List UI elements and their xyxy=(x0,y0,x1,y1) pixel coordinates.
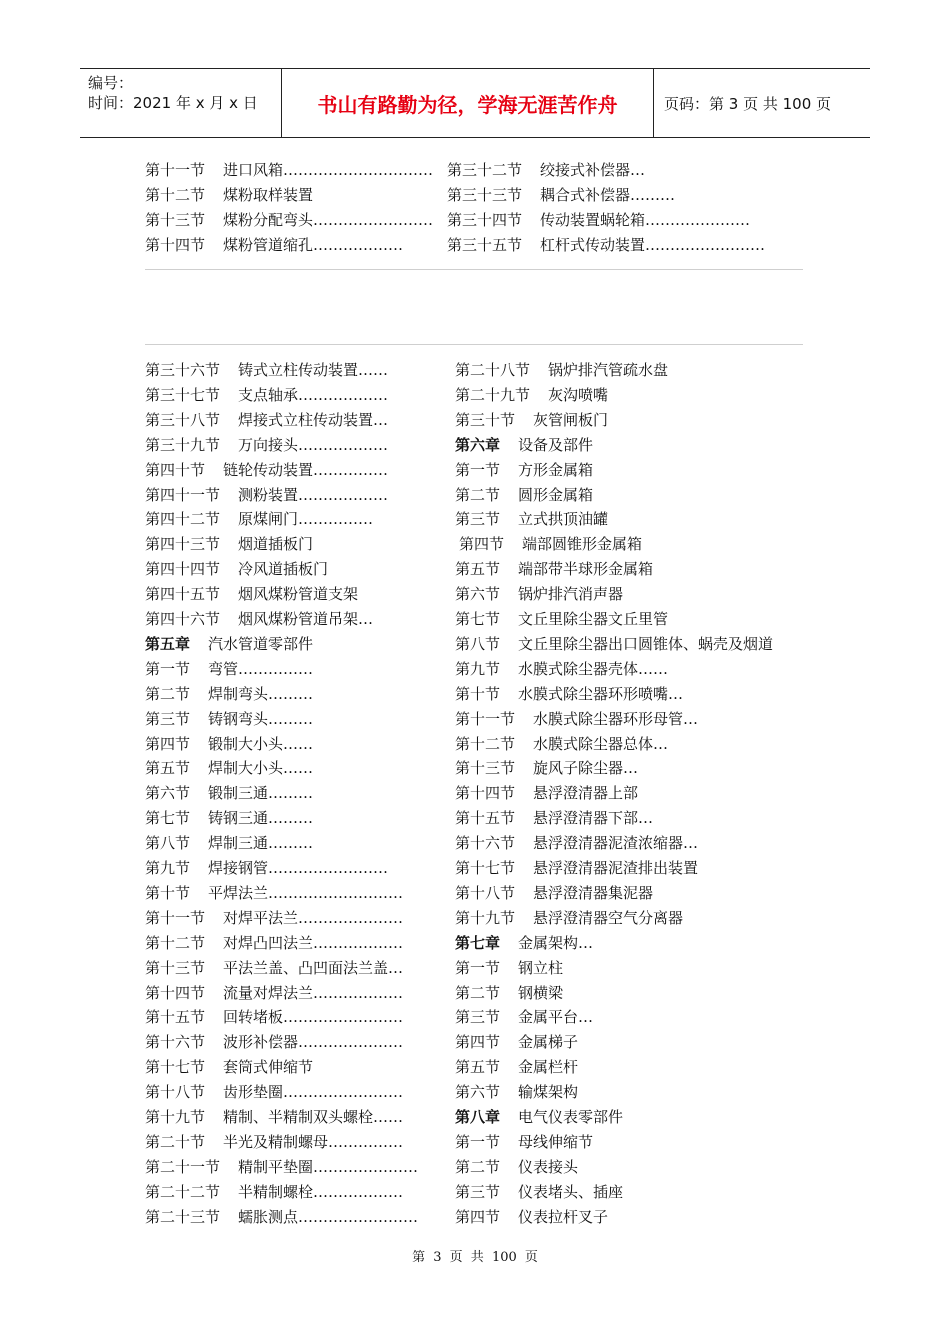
section-title: 钢横梁 xyxy=(518,983,564,1002)
section-number: 第四节 xyxy=(455,1033,501,1052)
section-title: 精制平垫圈………………… xyxy=(238,1157,419,1176)
footer-total-pages: 100 xyxy=(491,1250,517,1265)
section-title: 耦合式补偿器……… xyxy=(540,186,676,204)
toc-entry xyxy=(145,209,433,231)
section-number: 第五节 xyxy=(455,1058,501,1077)
toc-entry xyxy=(447,184,675,206)
section-title: 端部带半球形金属箱 xyxy=(518,560,654,579)
section-title: 煤粉管道缩孔……………… xyxy=(223,236,404,254)
toc-entry xyxy=(455,409,608,431)
section-number: 第三十四节 xyxy=(447,211,523,229)
toc-entry xyxy=(145,1056,313,1078)
section-title: 悬浮澄清器泥渣排出装置 xyxy=(533,859,699,877)
section-number: 第六节 xyxy=(455,585,501,604)
section-title: 锻制三通……… xyxy=(208,784,314,803)
section-number: 第三十节 xyxy=(455,410,516,429)
section-title: 输煤架构 xyxy=(518,1083,579,1102)
section-number: 第六节 xyxy=(145,784,191,803)
section-title: 万向接头……………… xyxy=(238,435,389,454)
toc-entry xyxy=(455,484,593,506)
footer-ye: 页 xyxy=(524,1250,538,1265)
footer-gong: 共 xyxy=(470,1250,484,1265)
toc-entry xyxy=(447,209,750,231)
section-number: 第二十节 xyxy=(145,1132,206,1151)
toc-entry xyxy=(455,583,623,605)
section-number: 第七节 xyxy=(455,610,501,628)
section-title: 煤粉取样装置 xyxy=(223,186,314,204)
section-title: 回转堵板…………………… xyxy=(223,1008,404,1027)
section-number: 第三节 xyxy=(455,1008,501,1027)
section-number: 第三节 xyxy=(455,510,501,529)
section-title: 对焊平法兰………………… xyxy=(223,908,404,927)
toc-entry xyxy=(145,484,388,506)
section-number: 第三十五节 xyxy=(447,236,523,254)
toc-entry xyxy=(145,359,388,381)
chapter-title: 汽水管道零部件 xyxy=(208,634,314,653)
divider-line xyxy=(145,344,803,345)
section-number: 第六节 xyxy=(455,1083,501,1102)
section-title: 仪表接头 xyxy=(518,1157,579,1176)
section-title: 灰管闸板门 xyxy=(533,410,609,429)
toc-chapter-entry xyxy=(455,434,593,456)
chapter-number: 第六章 xyxy=(455,435,501,454)
section-title: 仪表拉杆叉子 xyxy=(518,1207,609,1226)
section-title: 传动装置蜗轮箱………………… xyxy=(540,211,751,229)
section-title: 金属梯子 xyxy=(518,1033,579,1052)
toc-entry xyxy=(455,1006,593,1028)
toc-entry xyxy=(455,733,668,755)
section-title: 杠杆式传动装置…………………… xyxy=(540,236,766,254)
section-title: 水膜式除尘器总体… xyxy=(533,734,669,753)
chapter-number: 第七章 xyxy=(455,933,501,952)
section-number: 第三十二节 xyxy=(447,161,523,179)
toc-entry xyxy=(145,508,373,530)
section-number: 第十六节 xyxy=(145,1033,206,1052)
section-number: 第十一节 xyxy=(455,709,516,728)
section-number: 第十七节 xyxy=(455,859,516,877)
section-number: 第二节 xyxy=(455,1157,501,1176)
section-title: 烟道插板门 xyxy=(238,535,314,554)
section-number: 第三十六节 xyxy=(145,361,221,379)
section-title: 焊接式立柱传动装置… xyxy=(238,410,389,429)
toc-entry xyxy=(145,733,313,755)
toc-entry xyxy=(145,558,328,580)
section-number: 第二十八节 xyxy=(455,361,531,379)
toc-entry xyxy=(145,1006,403,1028)
section-number: 第四节 xyxy=(455,1207,501,1226)
toc-chapter-entry xyxy=(455,932,593,954)
section-title: 焊制三通……… xyxy=(208,834,314,853)
toc-entry xyxy=(455,957,563,979)
toc-entry xyxy=(145,1081,403,1103)
toc-entry xyxy=(145,409,388,431)
header-motto: 书山有路勤为径，学海无涯苦作舟 xyxy=(282,69,654,137)
section-number: 第三十九节 xyxy=(145,435,221,454)
section-number: 第一节 xyxy=(455,1132,501,1151)
toc-entry xyxy=(145,782,313,804)
toc-entry xyxy=(145,857,388,879)
section-number: 第二十三节 xyxy=(145,1207,221,1226)
toc-entry xyxy=(455,757,638,779)
toc-entry xyxy=(145,907,403,929)
section-title: 金属平台… xyxy=(518,1008,594,1027)
section-number: 第四节 xyxy=(145,734,191,753)
toc-entry xyxy=(145,982,403,1004)
toc-entry xyxy=(145,832,313,854)
section-title: 半精制螺栓……………… xyxy=(238,1182,404,1201)
toc-entry xyxy=(455,1031,578,1053)
footer-ye: 页 xyxy=(449,1250,463,1265)
section-title: 对焊凸凹法兰……………… xyxy=(223,933,404,952)
section-number: 第四十一节 xyxy=(145,485,221,504)
section-title: 弯管…………… xyxy=(208,659,314,678)
section-number: 第三十七节 xyxy=(145,385,221,404)
section-number: 第八节 xyxy=(145,834,191,853)
toc-entry xyxy=(455,384,608,406)
toc-entry xyxy=(455,882,653,904)
section-number: 第二节 xyxy=(145,684,191,703)
toc-entry xyxy=(145,957,403,979)
section-number: 第十一节 xyxy=(145,908,206,927)
section-title: 锅炉排汽管疏水盘 xyxy=(548,361,669,379)
section-title: 铸钢三通……… xyxy=(208,809,314,828)
toc-entry xyxy=(455,832,698,854)
section-number: 第十五节 xyxy=(145,1008,206,1027)
section-number: 第四十五节 xyxy=(145,585,221,604)
section-title: 绞接式补偿器… xyxy=(540,161,646,179)
toc-entry xyxy=(145,1131,403,1153)
section-number: 第十六节 xyxy=(455,834,516,853)
toc-entry xyxy=(455,508,608,530)
section-number: 第三节 xyxy=(455,1182,501,1201)
toc-entry xyxy=(145,1181,403,1203)
toc-entry xyxy=(145,807,313,829)
section-title: 方形金属箱 xyxy=(518,460,594,479)
section-title: 水膜式除尘器环形喷嘴… xyxy=(518,684,684,703)
section-title: 套筒式伸缩节 xyxy=(223,1058,314,1077)
section-title: 烟风煤粉管道支架 xyxy=(238,585,359,604)
chapter-number: 第五章 xyxy=(145,634,191,653)
section-number: 第三十八节 xyxy=(145,410,221,429)
section-title: 流量对焊法兰……………… xyxy=(223,983,404,1002)
section-number: 第九节 xyxy=(145,859,191,877)
toc-entry xyxy=(455,857,698,879)
footer-page-number: 3 xyxy=(433,1250,442,1265)
section-title: 仪表堵头、插座 xyxy=(518,1182,624,1201)
toc-entry xyxy=(455,1081,578,1103)
section-number: 第四十二节 xyxy=(145,510,221,529)
section-title: 锅炉排汽消声器 xyxy=(518,585,624,604)
toc-entry xyxy=(145,159,433,181)
section-title: 悬浮澄清器集泥器 xyxy=(533,883,654,902)
toc-entry xyxy=(145,459,388,481)
section-number: 第十八节 xyxy=(145,1083,206,1102)
toc-entry xyxy=(447,234,765,256)
section-title: 蠕胀测点…………………… xyxy=(238,1207,419,1226)
section-number: 第十一节 xyxy=(145,161,206,179)
section-number: 第四十六节 xyxy=(145,610,221,628)
toc-entry xyxy=(455,1131,593,1153)
toc-entry xyxy=(455,633,773,655)
toc-entry xyxy=(455,658,668,680)
section-number: 第十节 xyxy=(455,684,501,703)
section-number: 第一节 xyxy=(455,460,501,479)
toc-entry xyxy=(145,658,313,680)
section-number: 第十八节 xyxy=(455,883,516,902)
section-number: 第十七节 xyxy=(145,1058,206,1077)
section-number: 第十三节 xyxy=(145,958,206,977)
section-title: 圆形金属箱 xyxy=(518,485,594,504)
chapter-number: 第八章 xyxy=(455,1108,501,1126)
toc-entry xyxy=(455,683,683,705)
section-title: 半光及精制螺母…………… xyxy=(223,1132,404,1151)
section-number: 第二节 xyxy=(455,485,501,504)
section-title: 钢立柱 xyxy=(518,958,564,977)
section-number: 第五节 xyxy=(145,759,191,778)
section-title: 链轮传动装置…………… xyxy=(223,460,389,479)
section-title: 母线伸缩节 xyxy=(518,1132,594,1151)
section-number: 第七节 xyxy=(145,809,191,828)
section-title: 灰沟喷嘴 xyxy=(548,385,609,404)
section-title: 冷风道插板门 xyxy=(238,560,329,579)
section-title: 悬浮澄清器空气分离器 xyxy=(533,908,684,927)
section-title: 精制、半精制双头螺栓…… xyxy=(223,1108,404,1126)
section-number: 第十九节 xyxy=(455,908,516,927)
section-number: 第十四节 xyxy=(455,784,516,803)
section-title: 铸钢弯头……… xyxy=(208,709,314,728)
toc-entry xyxy=(145,882,403,904)
section-title: 金属栏杆 xyxy=(518,1058,579,1077)
section-number: 第二十二节 xyxy=(145,1182,221,1201)
toc-entry xyxy=(145,1106,403,1128)
toc-entry xyxy=(455,459,593,481)
section-number: 第十四节 xyxy=(145,983,206,1002)
section-title: 铸式立柱传动装置…… xyxy=(238,361,389,379)
section-title: 文丘里除尘器出口圆锥体、蜗壳及烟道 xyxy=(518,634,774,653)
section-number: 第十四节 xyxy=(145,236,206,254)
toc-entry xyxy=(455,708,698,730)
section-title: 平焊法兰……………………… xyxy=(208,883,404,902)
toc-entry xyxy=(145,434,388,456)
section-number: 第十三节 xyxy=(455,759,516,778)
doc-number-label: 编号： xyxy=(88,74,134,92)
toc-entry xyxy=(455,1056,578,1078)
section-title: 立式拱顶油罐 xyxy=(518,510,609,529)
section-title: 文丘里除尘器文丘里管 xyxy=(518,610,669,628)
section-number: 第四节 xyxy=(459,535,505,554)
section-title: 焊接钢管…………………… xyxy=(208,859,389,877)
section-title: 水膜式除尘器壳体…… xyxy=(518,659,669,678)
section-number: 第三节 xyxy=(145,709,191,728)
section-number: 第二节 xyxy=(455,983,501,1002)
section-title: 原煤闸门…………… xyxy=(238,510,374,529)
section-number: 第十二节 xyxy=(145,933,206,952)
section-title: 焊制弯头……… xyxy=(208,684,314,703)
section-number: 第一节 xyxy=(455,958,501,977)
toc-chapter-entry xyxy=(455,1106,623,1128)
chapter-title: 电气仪表零部件 xyxy=(518,1108,624,1126)
section-number: 第十三节 xyxy=(145,211,206,229)
toc-entry xyxy=(455,982,563,1004)
section-number: 第四十节 xyxy=(145,460,206,479)
toc-entry xyxy=(455,1156,578,1178)
header-page-number: 页码：第 3 页 共 100 页 xyxy=(664,94,832,113)
section-title: 齿形垫圈…………………… xyxy=(223,1083,404,1102)
toc-entry xyxy=(145,683,313,705)
section-title: 水膜式除尘器环形母管… xyxy=(533,709,699,728)
toc-entry xyxy=(455,359,668,381)
section-title: 焊制大小头…… xyxy=(208,759,314,778)
section-title: 烟风煤粉管道吊架… xyxy=(238,610,374,628)
page-footer xyxy=(0,1246,950,1265)
toc-entry xyxy=(455,1181,623,1203)
section-number: 第二十九节 xyxy=(455,385,531,404)
divider-line xyxy=(145,269,803,270)
chapter-title: 设备及部件 xyxy=(518,435,594,454)
section-title: 波形补偿器………………… xyxy=(223,1033,404,1052)
toc-entry xyxy=(447,159,645,181)
toc-entry xyxy=(145,384,388,406)
section-number: 第四十四节 xyxy=(145,560,221,579)
toc-entry xyxy=(145,184,313,206)
section-title: 测粉装置……………… xyxy=(238,485,389,504)
chapter-title: 金属架构… xyxy=(518,933,594,952)
section-number: 第二十一节 xyxy=(145,1157,221,1176)
section-number: 第五节 xyxy=(455,560,501,579)
section-number: 第一节 xyxy=(145,659,191,678)
section-number: 第十五节 xyxy=(455,809,516,828)
toc-entry xyxy=(145,608,373,630)
toc-entry xyxy=(145,757,313,779)
toc-entry xyxy=(145,708,313,730)
section-title: 悬浮澄清器下部… xyxy=(533,809,654,828)
toc-entry xyxy=(145,932,403,954)
section-number: 第九节 xyxy=(455,659,501,678)
toc-entry xyxy=(455,1206,608,1228)
section-title: 旋风子除尘器… xyxy=(533,759,639,778)
toc-entry xyxy=(455,807,653,829)
section-title: 进口风箱………………………… xyxy=(223,161,434,179)
doc-date: 时间：2021 年 x 月 x 日 xyxy=(88,94,258,112)
toc-entry xyxy=(455,608,668,630)
toc-entry xyxy=(145,1031,403,1053)
section-number: 第十节 xyxy=(145,883,191,902)
toc-entry xyxy=(145,533,313,555)
toc-entry xyxy=(145,1156,418,1178)
toc-entry xyxy=(145,583,358,605)
section-title: 悬浮澄清器上部 xyxy=(533,784,639,803)
section-number: 第十二节 xyxy=(145,186,206,204)
section-number: 第八节 xyxy=(455,634,501,653)
section-title: 支点轴承……………… xyxy=(238,385,389,404)
section-number: 第三十三节 xyxy=(447,186,523,204)
toc-entry xyxy=(145,1206,418,1228)
section-title: 悬浮澄清器泥渣浓缩器… xyxy=(533,834,699,853)
toc-entry xyxy=(455,558,653,580)
toc-entry xyxy=(459,533,642,555)
section-title: 平法兰盖、凸凹面法兰盖… xyxy=(223,958,404,977)
footer-di: 第 xyxy=(412,1250,426,1265)
toc-chapter-entry xyxy=(145,633,313,655)
toc-entry xyxy=(455,907,683,929)
toc-entry xyxy=(455,782,638,804)
section-title: 锻制大小头…… xyxy=(208,734,314,753)
section-number: 第四十三节 xyxy=(145,535,221,554)
section-number: 第十二节 xyxy=(455,734,516,753)
section-title: 端部圆锥形金属箱 xyxy=(522,535,643,554)
header-meta xyxy=(80,69,282,137)
section-number: 第十九节 xyxy=(145,1108,206,1126)
section-title: 煤粉分配弯头…………………… xyxy=(223,211,434,229)
page-header xyxy=(80,68,870,138)
toc-entry xyxy=(145,234,403,256)
